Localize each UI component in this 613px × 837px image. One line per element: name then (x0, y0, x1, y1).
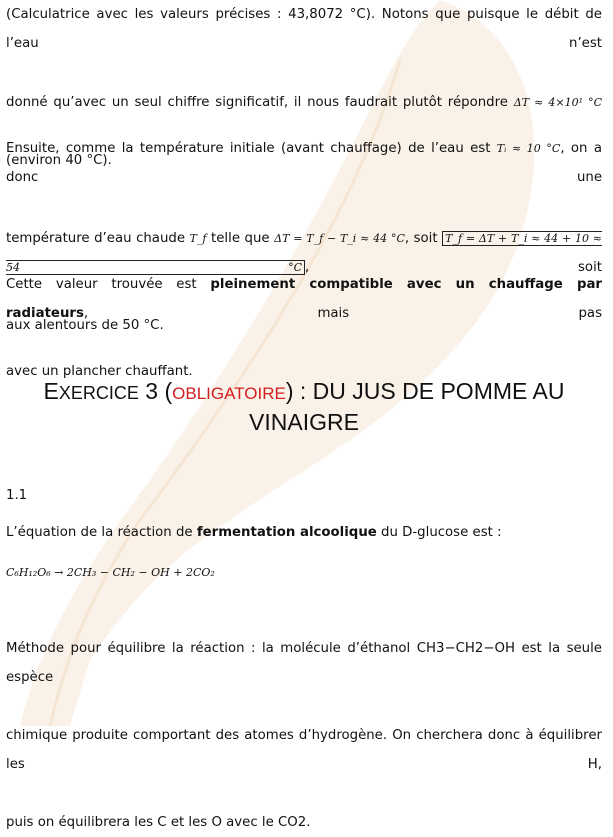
bold-compatibility: pleinement compatible avec un chauffage par radiateurs (6, 277, 602, 321)
paragraph-conclusion: Cette valeur trouvée est pleinement compatible avec un chauffage par radiateurs, mais pas avec un plancher chauffant. (6, 277, 602, 379)
bold-fermentation: fermentation alcoolique (196, 525, 377, 540)
math-delta-t-equation: ΔT = T_f − T_i ≈ 44 °C (274, 232, 405, 245)
text-line: (environ 40 °C). (6, 153, 112, 168)
section-number: 1.1 (6, 488, 28, 503)
paragraph-method: Méthode pour équilibre la réaction : la molécule d’éthanol CH3−CH2−OH est la seule espèce chimique produite comportant des atomes d’hydrogène. On cherchera donc à équilibrer les H, puis on équilibrera les C et les O avec le CO2. (6, 641, 602, 830)
paragraph-temperature: Ensuite, comme la température initiale (avant chauffage) de l’eau est Tᵢ ≈ 10 °C, on a donc une température d’eau chaude T_f telle que ΔT = T_f − T_i ≈ 44 °C, soit T_f = ΔT + T_i ≈ 44 + 10 ≈ 54 °C , soit aux alentours de 50 °C. (6, 141, 602, 333)
math-boxed-result: T_f = ΔT + T_i ≈ 44 + 10 ≈ 54 °C (6, 232, 602, 274)
paragraph-fermentation: L’équation de la réaction de fermentation alcoolique du D-glucose est : (6, 525, 502, 540)
exercise-title: EXERCICE 3 (OBLIGATOIRE) : DU JUS DE POMME AU VINAIGRE (43, 378, 565, 435)
obligatoire-label: OBLIGATOIRE (172, 384, 286, 403)
math-final-temperature: T_f (189, 232, 207, 245)
text-line: (Calculatrice avec les valeurs précises : 43,8072 °C). Notons que puisque le débit de l’eau n’est (6, 7, 602, 51)
math-delta-t-rounded: ΔT ≈ 4×10¹ °C (513, 96, 603, 109)
text-line: donné qu’avec un seul chiffre significatif, il nous faudrait plutôt répondre (6, 95, 508, 110)
math-initial-temperature: Tᵢ ≈ 10 °C (496, 142, 561, 155)
chemical-equation: C₆H₁₂O₆ → 2CH₃ − CH₂ − OH + 2CO₂ (6, 566, 215, 579)
